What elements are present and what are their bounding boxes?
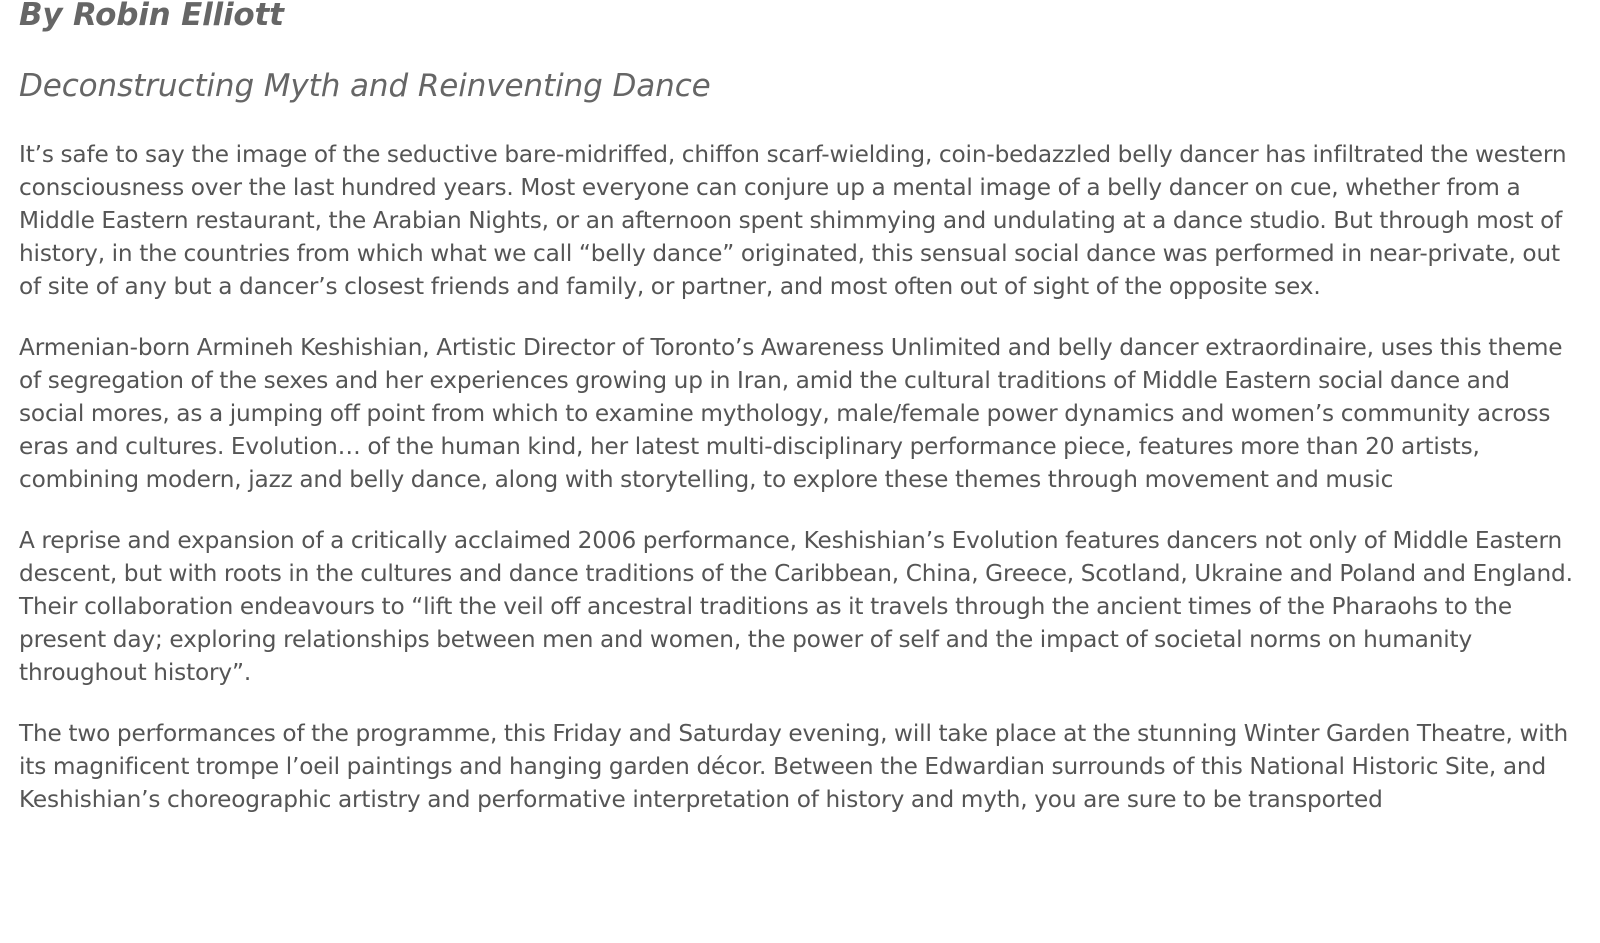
article-paragraph-4: The two performances of the programme, this Friday and Saturday evening, will take place at the stunning Winter Garden Theatre, with its magnificent trompe l’oeil paintings and hanging garden décor. Between the Edwardian surrounds of this National Historic Site, and Keshishian’s choreographic artistry and performative interpretation of history and myth, you are sure to be transported — [19, 720, 1569, 813]
article — [19, 0, 1579, 844]
article-paragraph-2: Armenian-born Armineh Keshishian, Artistic Director of Toronto’s Awareness Unlimited and belly dancer extraordinaire, uses this theme of segregation of the sexes and her experiences growing up in Iran, amid the cultural traditions of Middle Eastern social dance and social mores, as a jumping off point from which to examine mythology, male/female power dynamics and women’s community across eras and cultures. Evolution… of the human kind, her latest multi-disciplinary performance piece, features more than 20 artists, combining modern, jazz and belly dance, along with storytelling, to explore these themes through movement and music — [19, 334, 1563, 493]
article-paragraph-3: A reprise and expansion of a critically acclaimed 2006 performance, Keshishian’s Evolution features dancers not only of Middle Eastern descent, but with roots in the cultures and dance traditions of the Caribbean, China, Greece, Scotland, Ukraine and Poland and England. Their collaboration endeavours to “lift the veil off ancestral traditions as it travels through the ancient times of the Pharaohs to the present day; exploring relationships between men and women, the power of self and the impact of societal norms on humanity throughout history”. — [19, 527, 1573, 686]
article-body — [19, 138, 1579, 816]
article-byline: By Robin Elliott — [19, 0, 284, 33]
article-paragraph-1: It’s safe to say the image of the seductive bare-midriffed, chiffon scarf-wielding, coin-bedazzled belly dancer has infiltrated the western consciousness over the last hundred years. Most everyone can conjure up a mental image of a belly dancer on cue, whether from a Middle Eastern restaurant, the Arabian Nights, or an afternoon spent shimmying and undulating at a dance studio. But through most of history, in the countries from which what we call “belly dance” originated, this sensual social dance was performed in near-private, out of site of any but a dancer’s closest friends and family, or partner, and most often out of sight of the opposite sex. — [19, 141, 1567, 300]
article-subtitle: Deconstructing Myth and Reinventing Dance — [19, 68, 711, 104]
